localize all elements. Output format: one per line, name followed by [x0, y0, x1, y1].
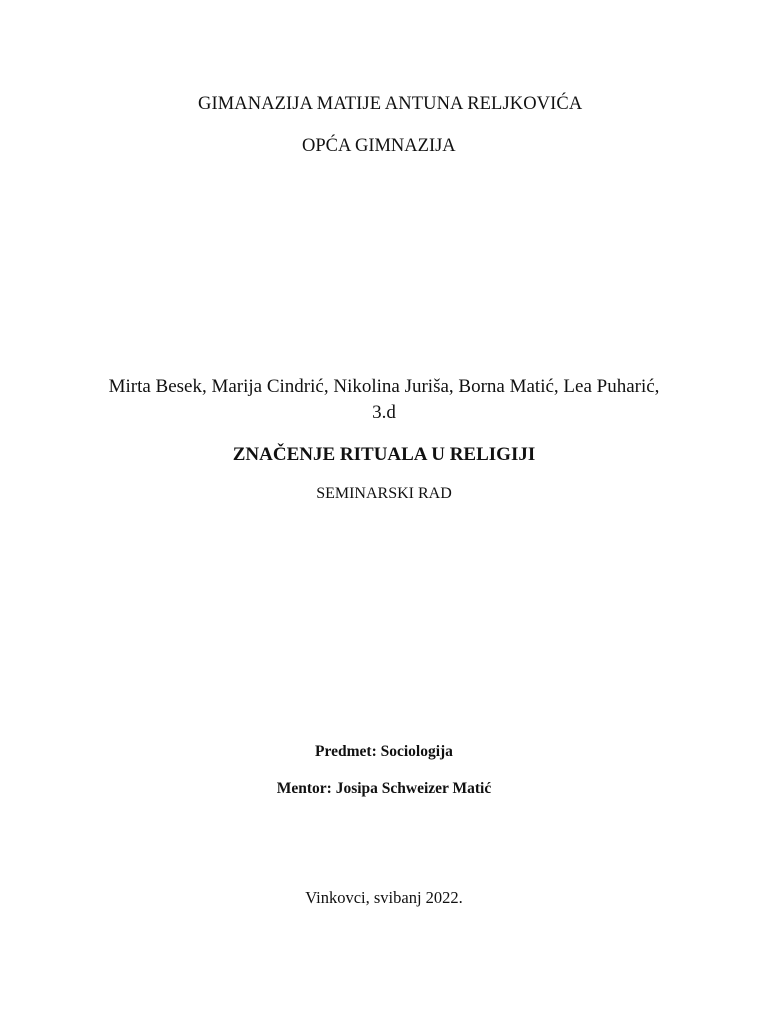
place-date: Vinkovci, svibanj 2022. [305, 888, 463, 907]
author-class: 3.d [372, 402, 396, 423]
author-names: Mirta Besek, Marija Cindrić, Nikolina Juriša, Borna Matić, Lea Puharić, [108, 376, 660, 397]
school-name: GIMANAZIJA MATIJE ANTUNA RELJKOVIĆA [198, 94, 583, 114]
school-program: OPĆA GIMNAZIJA [302, 136, 456, 156]
subject-line: Predmet: Sociologija [315, 743, 453, 760]
document-title: ZNAČENJE RITUALA U RELIGIJI [232, 444, 536, 465]
document-subtitle: SEMINARSKI RAD [316, 485, 452, 502]
mentor-line: Mentor: Josipa Schweizer Matić [276, 780, 492, 797]
